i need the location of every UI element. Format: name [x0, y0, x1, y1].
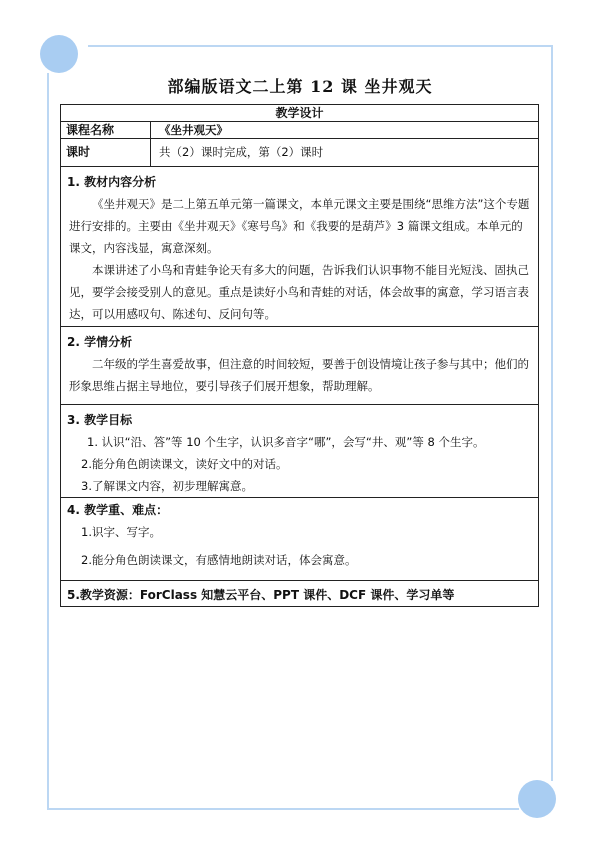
course-name-label: 课程名称 — [61, 122, 151, 139]
section-student-analysis — [61, 327, 539, 405]
frame-line-left — [47, 73, 49, 810]
section-teaching-goals — [61, 405, 539, 498]
section-paragraph: 《坐井观天》是二上第五单元第一篇课文，本单元课文主要是围绕“思维方法”这个专题进行安排的。主要由《坐井观天》《寒号鸟》和《我要的是葫芦》3 篇课文组成。本单元的课文，内容浅显，寓意深刻。 — [69, 197, 530, 255]
section-heading: 1. 教材内容分析 — [67, 175, 157, 189]
decorative-circle-bottom-right — [518, 780, 556, 818]
list-item: 3.了解课文内容，初步理解寓意。 — [81, 479, 253, 493]
document-title: 部编版语文二上第 12 课 坐井观天 — [167, 77, 433, 96]
list-item: 1.识字、写字。 — [81, 525, 161, 539]
resources-text: 5.教学资源：ForClass 知慧云平台、PPT 课件、DCF 课件、学习单等 — [61, 581, 539, 607]
table-row — [61, 139, 539, 167]
section-key-points — [61, 498, 539, 581]
frame-line-right — [551, 45, 553, 781]
section-heading: 2. 学情分析 — [67, 335, 133, 349]
section-paragraph: 二年级的学生喜爱故事，但注意的时间较短，要善于创设情境让孩子参与其中；他们的形象思维占据主导地位，要引导孩子们展开想象，帮助理解。 — [69, 357, 529, 393]
section-content-analysis — [61, 167, 539, 327]
period-value: 共（2）课时完成，第（2）课时 — [151, 139, 539, 167]
section-heading: 3. 教学目标 — [67, 413, 133, 427]
list-item: 1. 认识“沿、答”等 10 个生字，认识多音字“哪”，会写“井、观”等 8 个生字。 — [87, 435, 485, 449]
lesson-plan-table — [60, 104, 539, 607]
frame-line-top — [88, 45, 552, 47]
table-header: 教学设计 — [61, 105, 539, 122]
section-resources — [61, 581, 539, 607]
table-header-row — [61, 105, 539, 122]
list-item: 2.能分角色朗读课文，读好文中的对话。 — [81, 457, 288, 471]
section-paragraph: 本课讲述了小鸟和青蛙争论天有多大的问题，告诉我们认识事物不能目光短浅、固执己见，要学会接受别人的意见。重点是读好小鸟和青蛙的对话，体会故事的寓意，学习语言表达，可以用感叹句、陈述句、反问句等。 — [69, 263, 529, 321]
course-name-value: 《坐井观天》 — [151, 122, 539, 139]
list-item: 2.能分角色朗读课文，有感情地朗读对话，体会寓意。 — [81, 553, 357, 567]
table-row — [61, 122, 539, 139]
decorative-circle-top-left — [40, 35, 78, 73]
frame-line-bottom — [47, 808, 519, 810]
period-label: 课时 — [61, 139, 151, 167]
section-heading: 4. 教学重、难点： — [67, 503, 169, 517]
